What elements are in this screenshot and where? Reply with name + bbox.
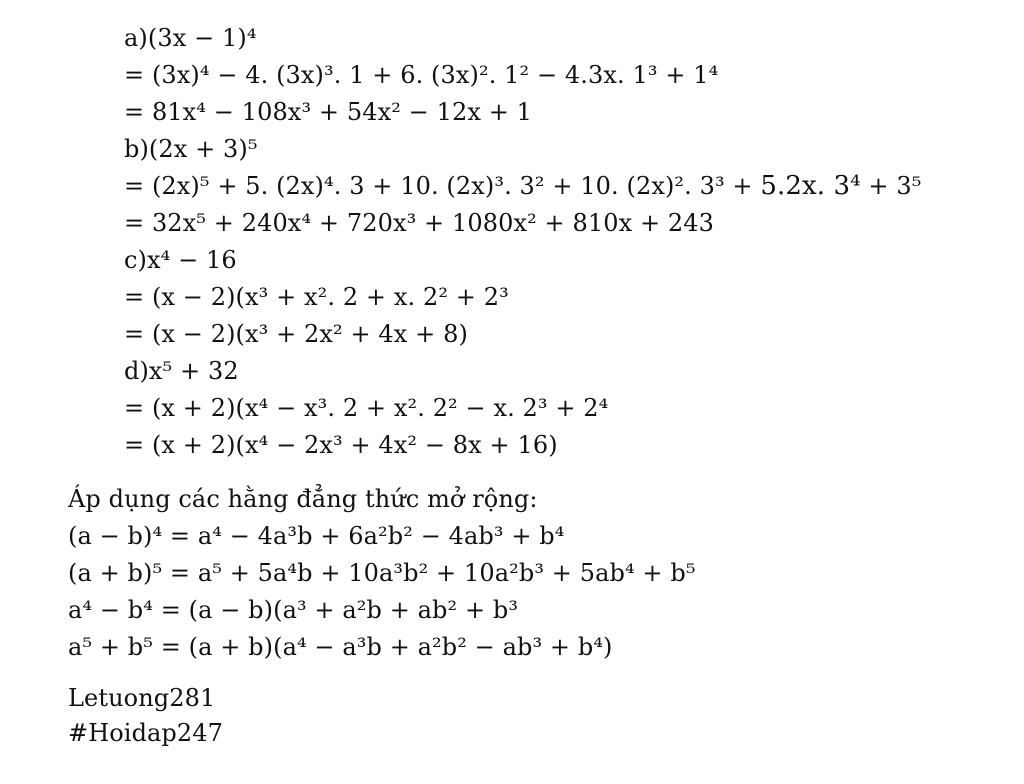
part-b-title: b)(2x + 3)⁵	[124, 135, 258, 163]
identity-4: a⁵ + b⁵ = (a + b)(a⁴ − a³b + a²b² − ab³ + b⁴)	[68, 633, 613, 661]
author-signature: Letuong281	[68, 684, 216, 712]
identity-3: a⁴ − b⁴ = (a − b)(a³ + a²b + ab² + b³	[68, 596, 519, 624]
part-b-step-1-large-term: 5.2x. 3⁴	[760, 171, 861, 201]
part-c-step-2: = (x − 2)(x³ + 2x² + 4x + 8)	[124, 320, 468, 348]
part-d-step-2: = (x + 2)(x⁴ − 2x³ + 4x² − 8x + 16)	[124, 431, 558, 459]
identities-heading: Áp dụng các hằng đẳng thức mở rộng:	[68, 485, 538, 513]
part-c-title: c)x⁴ − 16	[124, 246, 237, 274]
hashtag: #Hoidap247	[68, 719, 224, 747]
part-d-title: d)x⁵ + 32	[124, 357, 239, 385]
part-d-step-1: = (x + 2)(x⁴ − x³. 2 + x². 2² − x. 2³ + 2⁴	[124, 394, 609, 422]
identity-1: (a − b)⁴ = a⁴ − 4a³b + 6a²b² − 4ab³ + b⁴	[68, 522, 565, 550]
part-a-step-1: = (3x)⁴ − 4. (3x)³. 1 + 6. (3x)². 1² − 4.3x. 1³ + 1⁴	[124, 61, 719, 89]
part-b-step-2: = 32x⁵ + 240x⁴ + 720x³ + 1080x² + 810x + 243	[124, 209, 714, 237]
part-c-step-1: = (x − 2)(x³ + x². 2 + x. 2² + 2³	[124, 283, 509, 311]
part-a-title: a)(3x − 1)⁴	[124, 24, 257, 52]
part-b-step-1-end: + 3⁵	[860, 172, 922, 200]
part-b-step-1-main: = (2x)⁵ + 5. (2x)⁴. 3 + 10. (2x)³. 3² + 10. (2x)². 3³ +	[124, 172, 761, 200]
part-a-step-2: = 81x⁴ − 108x³ + 54x² − 12x + 1	[124, 98, 533, 126]
identity-2: (a + b)⁵ = a⁵ + 5a⁴b + 10a³b² + 10a²b³ + 5ab⁴ + b⁵	[68, 559, 696, 587]
part-b-step-1	[124, 168, 921, 204]
